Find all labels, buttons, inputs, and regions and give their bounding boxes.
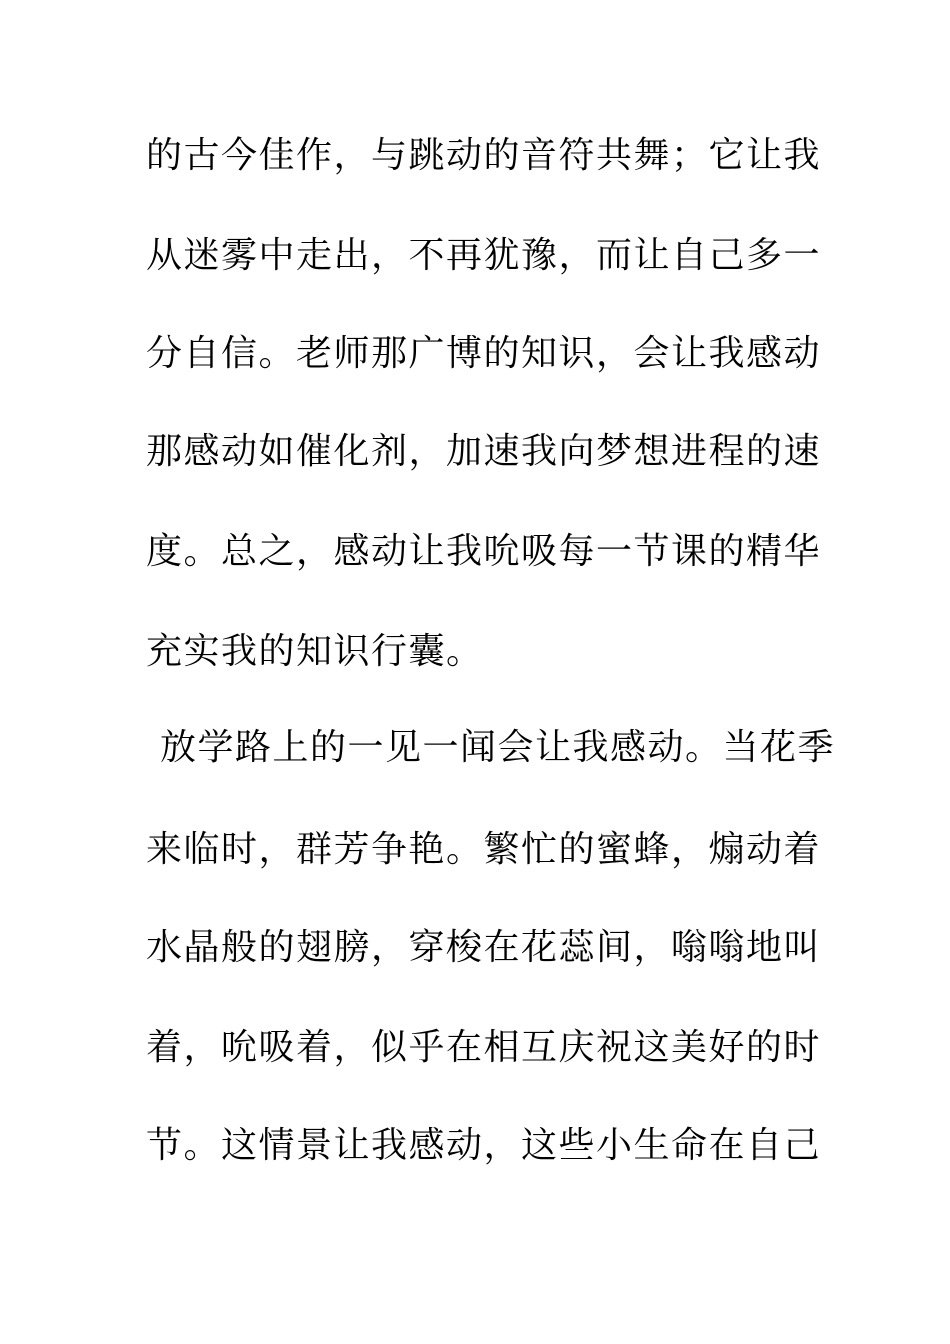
text-line-8: 来临时，群芳争艳。繁忙的蜜蜂，煽动着 [146, 829, 822, 870]
text-line-11: 节。这情景让我感动，这些小生命在自己 [146, 1125, 822, 1166]
text-line-6: 充实我的知识行囊。 [146, 631, 484, 672]
text-line-5: 度。总之，感动让我吮吸每一节课的精华 [146, 531, 822, 572]
text-line-4: 那感动如催化剂，加速我向梦想进程的速 [146, 431, 822, 472]
text-line-9: 水晶般的翅膀，穿梭在花蕊间，嗡嗡地叫 [146, 927, 822, 968]
text-line-1: 的古今佳作，与跳动的音符共舞；它让我 [146, 135, 822, 176]
text-line-7-paragraph-start: 放学路上的一见一闻会让我感动。当花季 [160, 727, 836, 768]
text-line-10: 着，吮吸着，似乎在相互庆祝这美好的时 [146, 1027, 822, 1068]
text-line-3: 分自信。老师那广博的知识，会让我感动 [146, 333, 822, 374]
text-line-2: 从迷雾中走出，不再犹豫，而让自己多一 [146, 235, 822, 276]
